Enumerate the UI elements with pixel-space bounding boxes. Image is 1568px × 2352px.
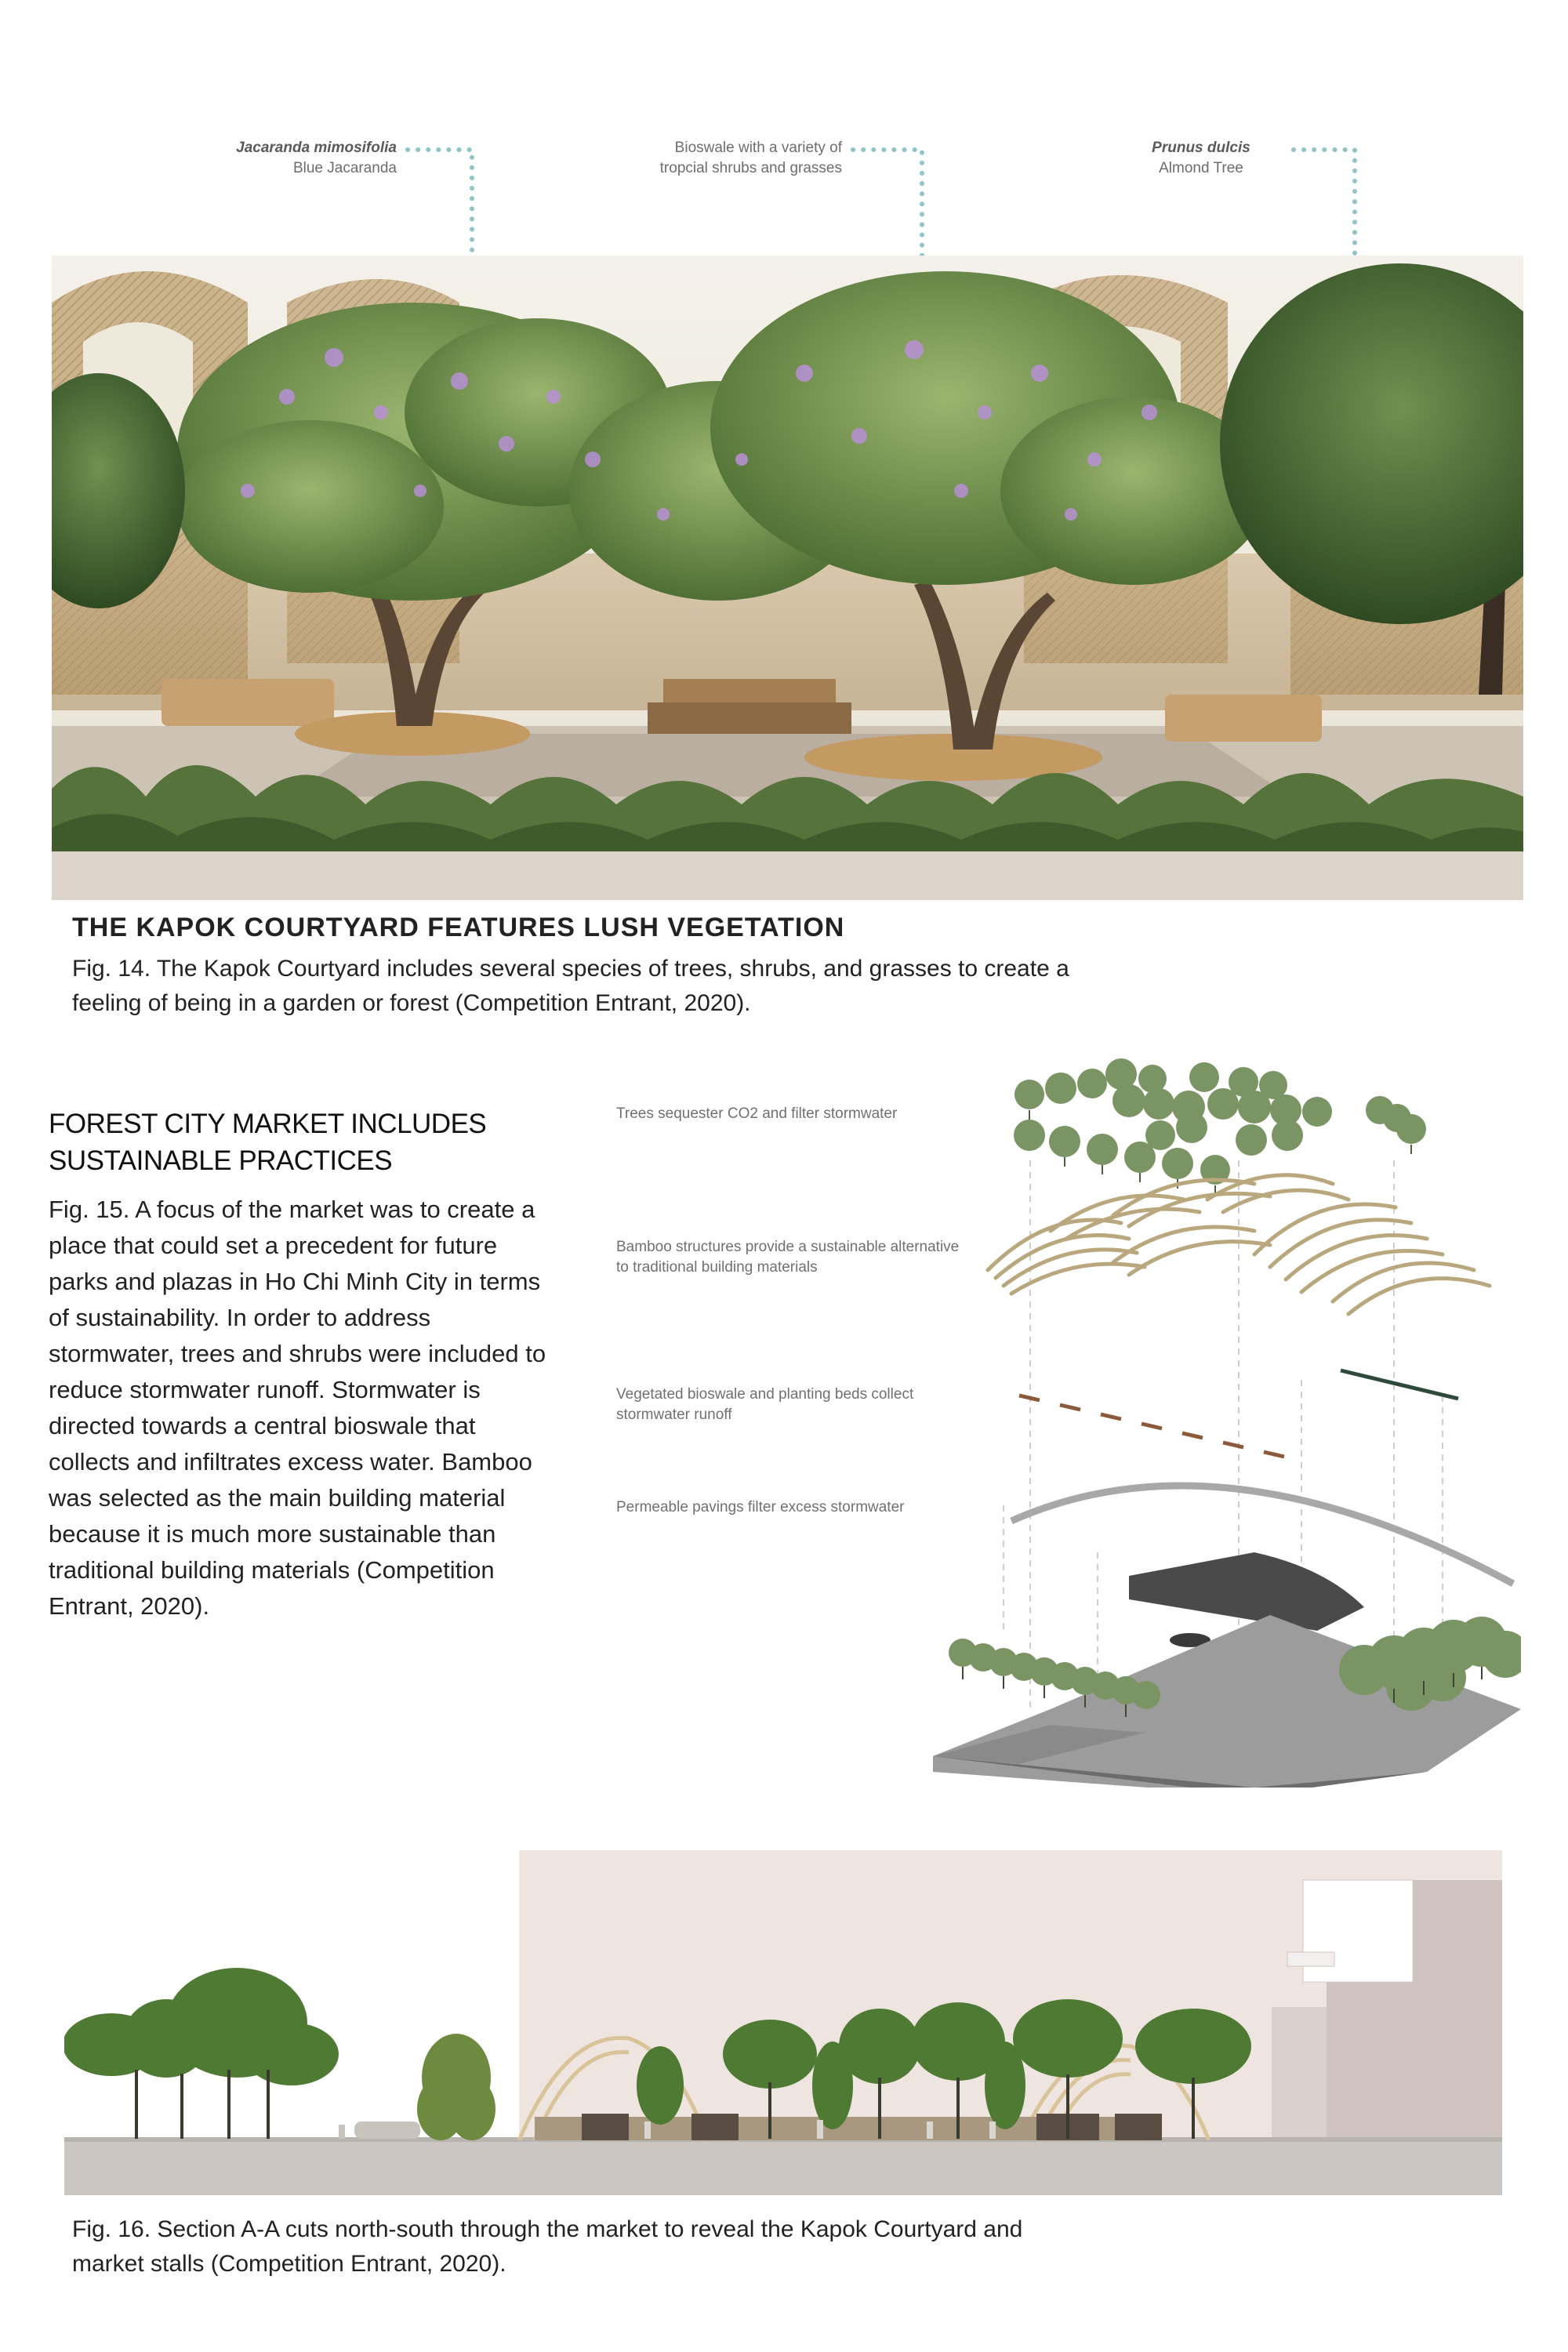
fig15-heading: FOREST CITY MARKET INCLUDES SUSTAINABLE PRACTICES [49, 1109, 487, 1176]
fig16-caption: Fig. 16. Section A-A cuts north-south through the market to reveal the Kapok Courtyard and market stalls (Competition Entrant, 2020). [72, 2216, 1023, 2277]
fig14-caption: Fig. 14. The Kapok Courtyard includes several species of trees, shrubs, and grasses to create a feeling of being in a garden or forest (Competition Entrant, 2020). [72, 956, 1069, 1016]
section-a-a-drawing [64, 1850, 1502, 2195]
diagram-dark-plaza [1129, 1552, 1364, 1631]
diagram-label-pavings: Permeable pavings filter excess stormwater [616, 1499, 905, 1515]
annotation-prunus-common: Almond Tree [1159, 160, 1243, 176]
diagram-tree-layer [1014, 1058, 1426, 1185]
annotation-jacaranda-common: Blue Jacaranda [292, 160, 397, 176]
exploded-axon-diagram [815, 1035, 1521, 1788]
annotation-bioswale-line1: Bioswale with a variety of [674, 140, 842, 156]
diagram-label-trees: Trees sequester CO2 and filter stormwater [616, 1105, 898, 1122]
annotation-prunus-scientific: Prunus dulcis [1152, 140, 1250, 156]
diagram-bioswale-line [1341, 1370, 1458, 1399]
annotation-bioswale-line2: tropcial shrubs and grasses [659, 160, 842, 176]
diagram-label-bamboo: Bamboo structures provide a sustainable alternative to traditional building materials [616, 1239, 960, 1276]
fig14-heading: THE KAPOK COURTYARD FEATURES LUSH VEGETATION [72, 913, 845, 942]
diagram-label-bioswale: Vegetated bioswale and planting beds collect stormwater runoff [616, 1386, 914, 1423]
annotation-jacaranda-scientific: Jacaranda mimosifolia [236, 140, 397, 156]
diagram-planting-beds [1019, 1396, 1284, 1457]
courtyard-render [52, 256, 1523, 900]
fig15-body: Fig. 15. A focus of the market was to create a place that could set a precedent for future parks and plazas in Ho Chi Minh City in terms of sustainability. In order to address stormwater, trees and shrubs were included to reduce stormwater runoff. Stormwater is directed towards a central bioswale that collects and infiltrates excess water. Bamboo was selected as the main building material because it is much more sustainable than traditional building materials (Competition Entrant, 2020). [49, 1196, 546, 1620]
